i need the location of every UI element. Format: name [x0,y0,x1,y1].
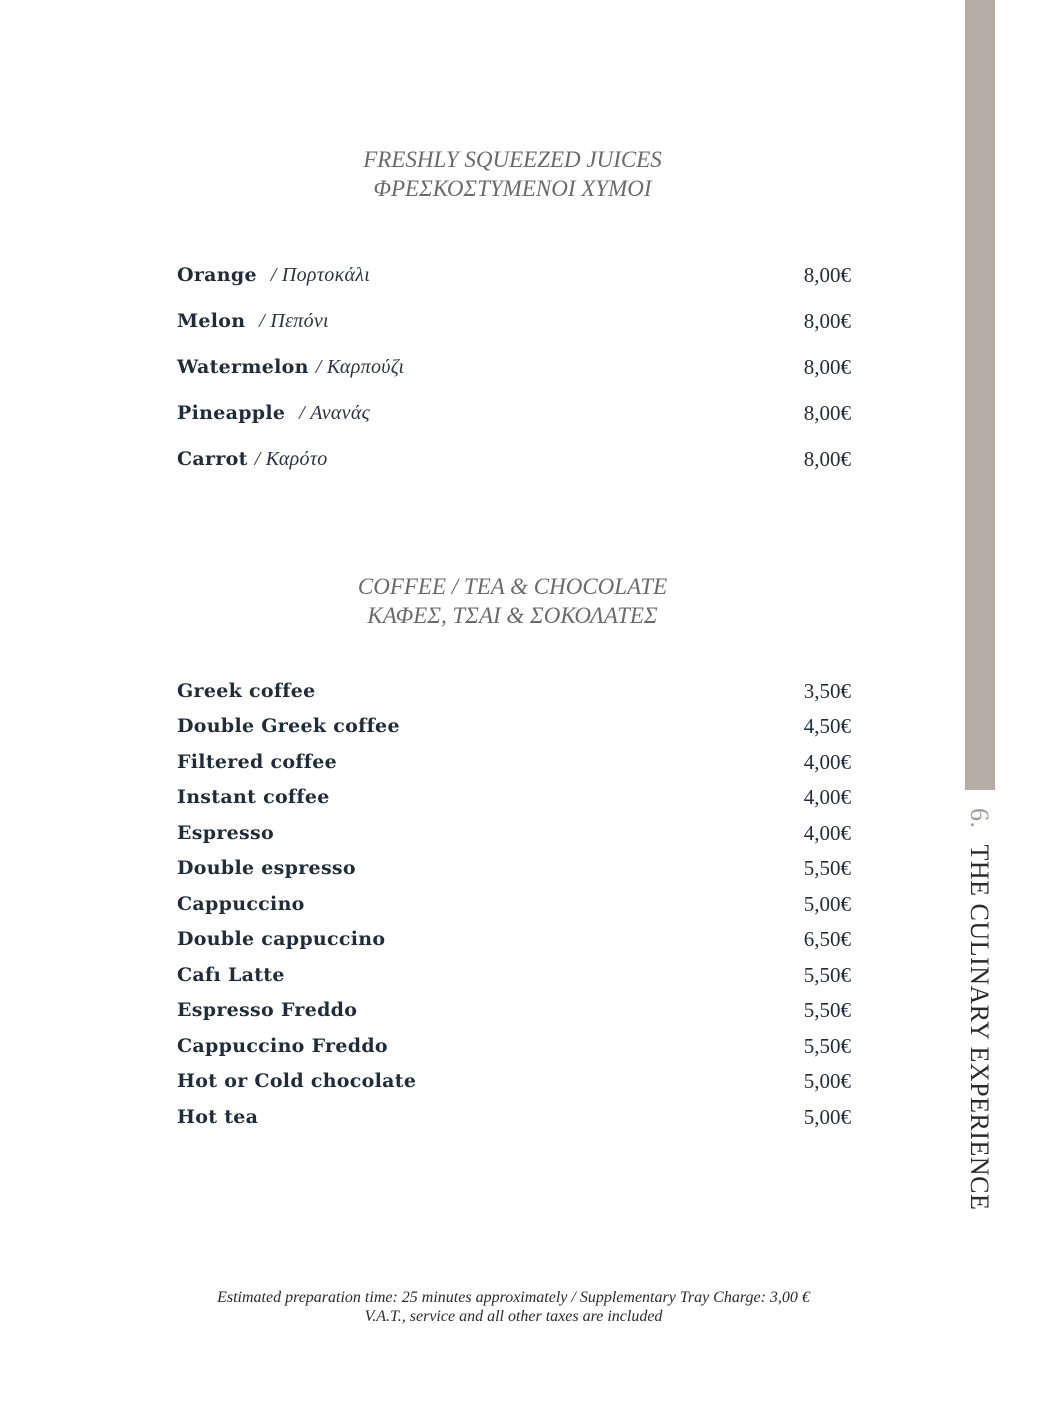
coffee-price: 5,50€ [803,1034,851,1058]
chapter-number: 6. [965,808,994,829]
coffee-name: Espresso [177,822,275,844]
coffee-price: 3,50€ [803,679,851,703]
footer-line-taxes: V.A.T., service and all other taxes are included [364,1308,663,1325]
juices-title-en: FRESHLY SQUEEZED JUICES [363,147,662,172]
coffee-price: 5,50€ [803,998,851,1022]
juice-name: Melon [177,310,246,332]
coffee-price: 4,00€ [803,785,851,809]
chapter-label [964,808,994,1210]
coffee-name: Hot or Cold chocolate [177,1070,417,1092]
juice-price: 8,00€ [803,355,851,379]
coffee-section-title [200,572,825,630]
juice-name: Watermelon [177,356,309,378]
coffee-item [177,960,851,990]
coffee-item [177,1066,851,1096]
coffee-price: 4,50€ [803,714,851,738]
coffee-price: 4,00€ [803,821,851,845]
coffee-price: 5,00€ [803,1069,851,1093]
coffee-price: 6,50€ [803,927,851,951]
juice-greek-name: / Πεπόνι [259,310,329,332]
juice-item [177,398,851,428]
juice-greek-name: / Ανανάς [299,402,371,424]
coffee-name: Greek coffee [177,680,316,702]
coffee-item [177,747,851,777]
side-color-bar [965,0,995,790]
coffee-item [177,818,851,848]
coffee-name: Double espresso [177,857,356,879]
coffee-name: Cappuccino [177,893,305,915]
coffee-name: Hot tea [177,1106,259,1128]
footer-line-preparation: Estimated preparation time: 25 minutes approximately / Supplementary Tray Charge: 3,00 € [217,1289,810,1306]
juice-name: Carrot [177,448,248,470]
juice-greek-name: / Καρπούζι [315,356,405,378]
coffee-price: 5,50€ [803,963,851,987]
juice-item [177,352,851,382]
juices-title-gr: ΦΡΕΣΚΟΣΤΥΜΕΝΟΙ ΧΥΜΟΙ [373,176,652,201]
coffee-price: 5,00€ [803,1105,851,1129]
juice-price: 8,00€ [803,309,851,333]
juice-item [177,444,851,474]
chapter-title: THE CULINARY EXPERIENCE [965,844,994,1211]
coffee-name: Double Greek coffee [177,715,400,737]
coffee-item [177,1031,851,1061]
juices-section-title [200,145,825,203]
juice-item [177,306,851,336]
juice-greek-name: / Καρότο [254,448,328,470]
coffee-name: Instant coffee [177,786,330,808]
coffee-item [177,711,851,741]
coffee-item [177,889,851,919]
coffee-title-gr: ΚΑΦΕΣ, ΤΣΑΙ & ΣΟΚΟΛΑΤΕΣ [367,603,658,628]
juice-price: 8,00€ [803,447,851,471]
juice-item [177,260,851,290]
coffee-item [177,853,851,883]
coffee-title-en: COFFEE / TEA & CHOCOLATE [357,574,668,599]
coffee-item [177,995,851,1025]
footer-note [150,1288,877,1326]
coffee-name: Filtered coffee [177,751,338,773]
coffee-name: Double cappuccino [177,928,386,950]
coffee-price: 5,50€ [803,856,851,880]
coffee-item [177,782,851,812]
coffee-name: Cappuccino Freddo [177,1035,388,1057]
coffee-item [177,676,851,706]
coffee-name: Cafı Latte [177,964,285,986]
juice-name: Pineapple [177,402,286,424]
coffee-item [177,924,851,954]
coffee-price: 5,00€ [803,892,851,916]
juice-name: Orange [177,264,257,286]
juice-greek-name: / Πορτοκάλι [270,264,371,286]
juice-price: 8,00€ [803,401,851,425]
coffee-item [177,1102,851,1132]
juice-price: 8,00€ [803,263,851,287]
coffee-name: Espresso Freddo [177,999,358,1021]
coffee-price: 4,00€ [803,750,851,774]
